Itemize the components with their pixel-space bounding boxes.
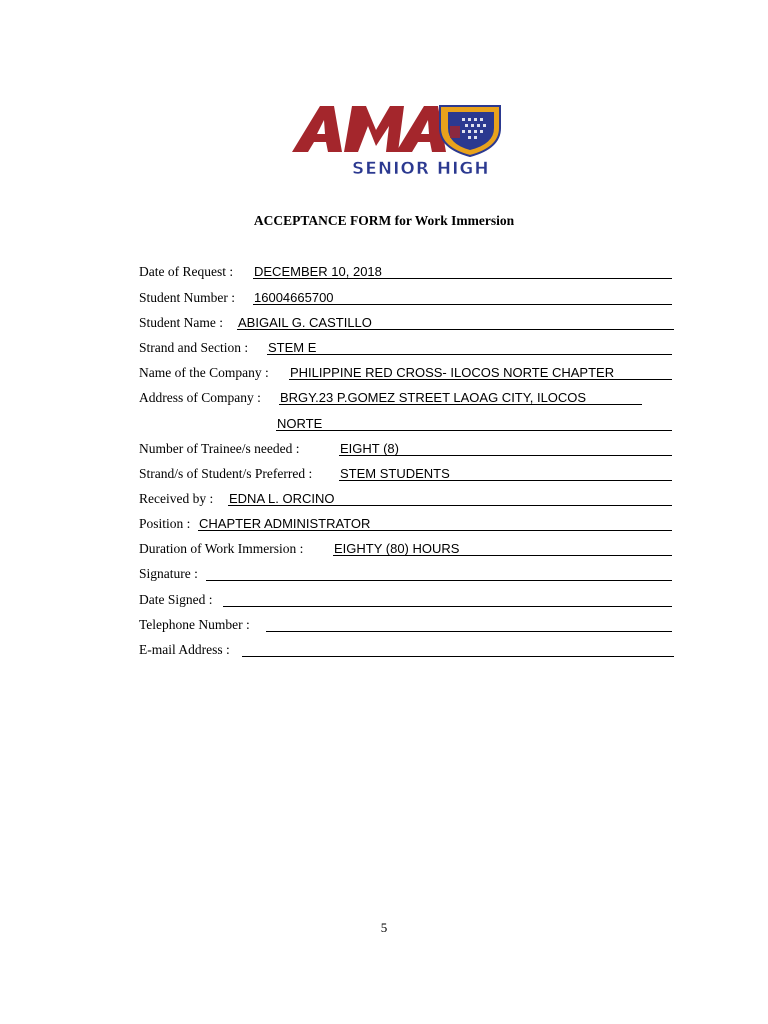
- form-row: [139, 315, 676, 333]
- form-row: [139, 617, 674, 635]
- field-label: Student Name :: [139, 315, 223, 330]
- field-label: E-mail Address :: [139, 642, 230, 657]
- form-row: [139, 466, 674, 484]
- field-value: PHILIPPINE RED CROSS- ILOCOS NORTE CHAPTER: [289, 365, 672, 380]
- field-label: Student Number :: [139, 290, 235, 305]
- field-value: [206, 566, 672, 581]
- field-value: CHAPTER ADMINISTRATOR: [198, 516, 672, 531]
- logo-subtitle-graphic: [290, 100, 505, 182]
- svg-text:SENIOR HIGH: SENIOR HIGH: [352, 159, 490, 179]
- field-label: Strand and Section :: [139, 340, 249, 355]
- field-label: Strand/s of Student/s Preferred :: [139, 466, 313, 481]
- form-row: [139, 290, 674, 308]
- field-value: EDNA L. ORCINO: [228, 491, 672, 506]
- field-value: NORTE: [276, 416, 672, 431]
- field-value: STEM STUDENTS: [339, 466, 672, 481]
- form-row: [139, 365, 674, 383]
- field-label: Telephone Number :: [139, 617, 250, 632]
- field-value: EIGHT (8): [339, 441, 672, 456]
- field-label: Signature :: [139, 566, 198, 581]
- page-number: 5: [380, 920, 388, 935]
- field-value: [242, 642, 674, 657]
- form-row: [139, 390, 644, 408]
- form-row: [139, 566, 674, 584]
- field-value: BRGY.23 P.GOMEZ STREET LAOAG CITY, ILOCOS: [279, 390, 642, 405]
- field-label: Duration of Work Immersion :: [139, 541, 304, 556]
- field-value: DECEMBER 10, 2018: [253, 264, 672, 279]
- form-row: [139, 642, 676, 660]
- field-label: Date Signed :: [139, 592, 213, 607]
- form-row: [139, 541, 674, 559]
- form-row: [139, 264, 674, 282]
- field-label: Number of Trainee/s needed :: [139, 441, 300, 456]
- form-row: [139, 340, 674, 358]
- form-row: [139, 441, 674, 459]
- form-row: [139, 592, 674, 610]
- field-value: STEM E: [267, 340, 672, 355]
- field-label: Name of the Company :: [139, 365, 269, 380]
- form-row: [139, 516, 674, 534]
- form-title: ACCEPTANCE FORM for Work Immersion: [253, 213, 515, 228]
- field-label: Received by :: [139, 491, 214, 506]
- form-row: [139, 416, 674, 434]
- field-value: EIGHTY (80) HOURS: [333, 541, 672, 556]
- field-value: [223, 592, 672, 607]
- field-label: Date of Request :: [139, 264, 234, 279]
- field-label: Address of Company :: [139, 390, 261, 405]
- ama-senior-high-logo: [290, 100, 505, 182]
- field-value: [266, 617, 672, 632]
- field-label: Position :: [139, 516, 191, 531]
- form-row: [139, 491, 674, 509]
- field-value: 16004665700: [253, 290, 672, 305]
- field-value: ABIGAIL G. CASTILLO: [237, 315, 674, 330]
